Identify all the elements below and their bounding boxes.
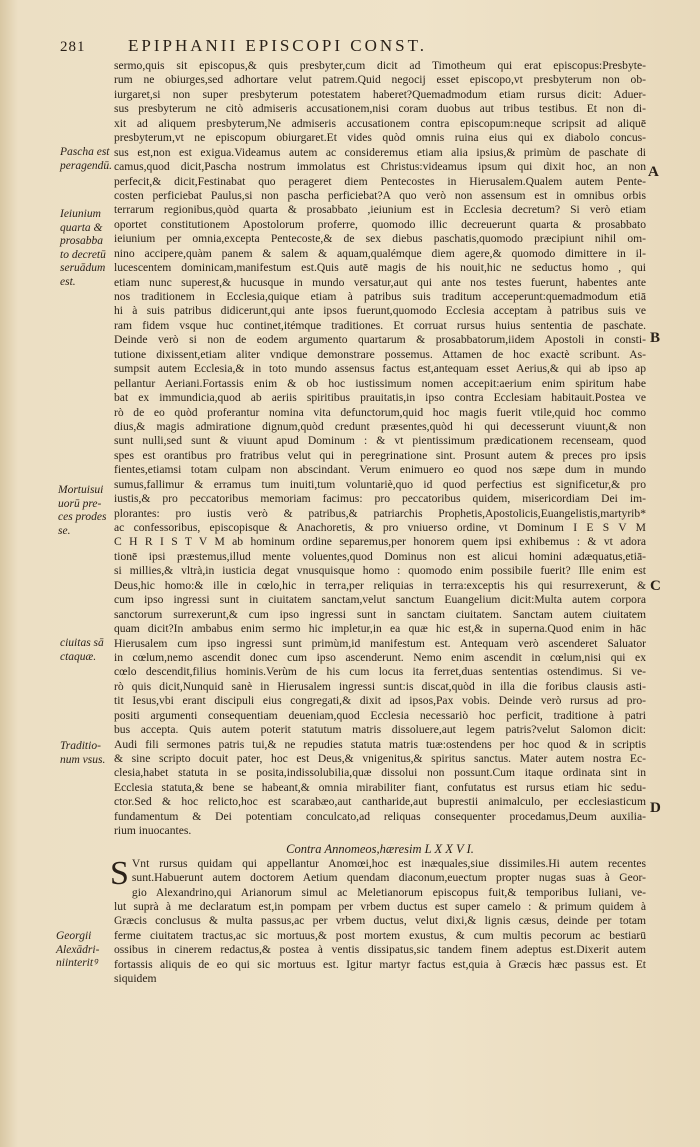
text-line: hi à suis patribus didicerunt,qui ante ipsos fuerunt,quomodo Ecclesia acceptam à patribus suis ve (114, 304, 646, 318)
section-text-line: gio Alexandrino,qui Arianorum simul ac Meletianorum episcopus fuit,& temporibus Iuliani, ve- (131, 885, 646, 899)
text-line: rium inuocantes. (114, 824, 192, 838)
text-line: clesia,habet statuta in se posita,indissolubilia,quæ dissolui non possunt.Cum itaque ordinata sint in (114, 766, 646, 780)
section-text-line: Vnt rursus quidam qui appellantur Anomœi,hoc est inæquales,siue dissimiles.Hi autem recentes (131, 856, 646, 870)
text-line: iustis,& pro peccatoribus memoriam facimus: pro peccatoribus quidem, misericordiam Dei im- (114, 492, 646, 506)
drop-capital: S (110, 854, 129, 892)
text-line: dius,& magis admiratione dignum,quòd credunt præsentes,quòd hi qui decesserunt viuunt,& non (114, 419, 646, 433)
main-text-block (110, 59, 646, 987)
section-letter-c: C (650, 578, 661, 594)
text-line: fientes,etiamsi totam culpam non abscindant. Verum enimuero eo quod nos sæpe dum in mundo (114, 463, 646, 477)
text-line: nos traditionem in Ecclesia,quique etiam à patribus suis traditum acceperunt:quemadmodum etiā (114, 290, 646, 303)
margin-note-ciuitas: ciuitas sā ctaquæ. (60, 637, 104, 663)
text-line: sus presbyterum ne citò admiseris accusationem,nisi coram duobus aut tribus testibus. Et non di- (114, 102, 646, 116)
page-number: 281 (60, 39, 86, 55)
margin-note-mortuis: Mortuisui uorū pre- ces prodes se. (58, 484, 107, 537)
text-line: camus,quod dicit,Pascha nostrum immolatus est Christus:videamus ipsum qui dixit hoc, an non (114, 160, 646, 174)
text-line: rum ne obiurges,sed adhortare velut patrem.Quid negocij esset episcopo,vt presbyterum non ob- (114, 73, 646, 87)
text-line: costen perficiebat Paulus,si non pascha perficiebat?A quo verò non assensum est in omnibus orbis (114, 188, 646, 202)
text-line: nino accipere,quàm panem & salem & aquam,qualémque diem agere,& quomodo dimittere in il- (114, 246, 646, 260)
text-line: Hierusalem cum ipso ingressi sunt primùm,id manifestum est. Antequam verò ascenderet Saluator (114, 636, 646, 650)
text-line: Deus,hic homo:& ille in cœlo,hic in terra,per reliquias in terra:exceptis his qui resurrexerunt, & (114, 578, 646, 592)
margin-note-pascha: Pascha est peragendū. (60, 146, 113, 172)
text-line: sermo,quis sit episcopus,& quis presbyter,cum dicit ad Timotheum qui erat episcopus:Presbyte- (114, 59, 646, 72)
text-line: ctor.Sed & hoc relicto,hoc est scarabæo,aut cantharide,aut buprestii animalculo, per ecclesiasticum (114, 795, 646, 809)
text-line: rò quis dicit,Nunquid sanè in Hierusalem ingressi sunt:is discat,quòd in illa die foribus clausis asti- (114, 679, 646, 693)
text-line: si millies,& vltrà,in iusticia degat vnusquisque homo : quomodo enim possibile fuerit? Ille enim est (114, 564, 646, 578)
text-line: presbyterum,vt ne episcopum obiurgaret.Et vides quòd omnis ruina eius qui ex diabolo concus- (114, 131, 646, 145)
section-text-line: ferme ciuitatem tractus,ac sic mortuus,& post mortem exustus, & cum multis pecorum ac bestiarū (114, 928, 646, 942)
text-line: spes est orantibus pro fratribus velut qui in peregrinatione sint. Prosunt autem & preces pro ipsis (114, 448, 646, 462)
text-line: fundamentum & Dei potentiam conculcato,ad reliquas consequenter procedamus,Deum auxilia- (114, 809, 646, 823)
text-line: etiam nunc superest,& hucusque in mundo versatur,aut qui ante nos testes fuerunt, habentes ante (114, 275, 646, 289)
text-line: plorantes: pro iustis verò & patribus,& patriarchis Prophetis,Apostolicis,Euangelistis,martyrib* (114, 506, 646, 520)
text-line: pellantur Aeriani.Fortassis enim & ob hoc iustissimum nomen accepit:aerium enim spiritum habe (114, 376, 646, 390)
text-line: tutione dixissent,etiam aliter vndique demonstrare possemus. Attamen de hoc exactè scribunt. As- (114, 347, 646, 361)
text-line: bat ex immundicia,quod ab aeriis spiritibus prauitatis,in ipso contra Ecclesiam habitauit.Postea ve (114, 391, 646, 405)
running-title: EPIPHANII EPISCOPI CONST. (128, 36, 428, 55)
text-line: & sine scripto docuit pater, hoc est Deus,& vnigenitus,& spiritus sanctus. Mater autem nostra Ec- (114, 752, 646, 765)
text-line: Ecclesia statuta,& bene se habeant,& omnia mirabiliter fiant, confutatus est rursus etiam hic sedu- (114, 780, 646, 794)
section-letter-a: A (648, 164, 659, 180)
text-line: sumpsit autem Ecclesia,& in toto mundo assensus factus est,antequam esset Aerius,& qui ab ipso ap (114, 362, 646, 376)
text-line: cum ipso ingressi sunt in ciuitatem sanctam,velut sanctum Euangelium dicit:Multa autem corpora (114, 593, 646, 607)
margin-note-georgii: Georgii Alexādri- niinteritꝰ (56, 930, 100, 969)
margin-note-traditio: Traditio- num vsus. (60, 740, 106, 766)
text-line: sunt nulli,sed sunt & viuunt apud Dominum : & vt pientissimum prædicationem recenseam, quod (114, 434, 646, 448)
text-line: oportet constitutionem Apostolorum proferre, quomodo illic decreuerunt quarta & prosabbato (114, 217, 646, 231)
text-line: Audi fili sermones patris tui,& ne repudies statuta matris tuæ:ostendens per hoc quod & in scriptis (114, 737, 646, 751)
text-line: sumus,fallimur & erramus tum inuiti,tum voluntariè,quo id quod perfectius est significetur,& pro (114, 477, 646, 491)
text-line: sanctorum surrexerunt,& cum ipso ingressi sunt in sanctam ciuitatem. Sanctam autem ciuitatem (114, 607, 646, 621)
text-line: C H R I S T V M ab hominum ordine separemus,per honorem quem ipsi exhibemus : & vt adora (114, 535, 646, 549)
section-letter-b: B (650, 330, 661, 346)
section-heading: Contra Annomeos,hæresim L X X V I. (286, 841, 474, 856)
text-line: rò de eo quòd proferantur nomina vita defunctorum,quid hoc magis fuerit vtile,quid hoc commo (114, 405, 646, 419)
text-line: tit Iesus,vbi erant discipuli eius congregati,& dixit ad ipsos,Pax vobis. Deinde verò rursus ad pro- (114, 694, 646, 708)
text-line: bus accepta. Quis autem poterit statutum matris dissoluere,aut legem patris?velut Salomon dicit: (114, 723, 646, 737)
text-line: quam dicit?In ambabus enim sermo hic impletur,in ea quæ hic est,& in superna.Quod enim in hāc (114, 622, 646, 636)
text-line: sus est,non est exigua.Videamus autem ac consideremus etiam alia ipsius,& primùm de paschate di (114, 145, 646, 159)
section-text-line: fortassis aliquis de eo qui sic mortuus est. Igitur martyr factus est,quia à Græcis hæc passus est. Et (114, 957, 646, 971)
section-letter-d: D (650, 800, 661, 816)
text-line: Deinde verò si non de eodem argumento quartarum & prosabbatorum,iidem Apostoli in consti- (114, 333, 646, 347)
section-text-line: lut suprà à me declaratum est,in pompam per vrbem ductus est super camelo : & primum quidem à (114, 899, 646, 913)
section-text-line: siquidem (114, 972, 157, 986)
section-text-line: ossibus in cinerem redactus,& postea à ventis dissipatus,sic tandem finem adeptus est.Dixerit autem (114, 943, 646, 957)
section-text-line: sunt.Habuerunt autem doctorem Aetium quendam diaconum,euectum propter nugas suas à Geor- (131, 871, 646, 885)
section-text-line: Græcis conclusus & multa passus,ac per vrbem ductus, velut dixi,& lignis cæsus, deinde per totam (114, 914, 646, 928)
text-line: terrarum regionibus,quòd quarta & prosabbato ,ieiunium est in Ecclesia decretum? Si verò etiam (114, 203, 646, 217)
text-line: ac confessoribus, episcopisque & Anachoretis, & pro vniuerso ordine, vt Dominum I E S V M (114, 521, 646, 534)
text-line: ieiunium per omnia,excepta Pentecoste,& de sex diebus paschatis,quomodo præcipiunt nihil om- (114, 232, 646, 246)
text-line: tionē ipsi præstemus,illud mente voluentes,quod Dominus non est alicui homini adæquatus,etiā- (114, 549, 646, 563)
text-line: xit ad aliquem presbyterum,Ne admiseris accusationem contra episcopum:neque scripsit ad aliquē (114, 116, 646, 130)
text-line: iurgaret,si non super presbyterum potestatem haberet?Quemadmodum etiam rursus dicit: Aduer- (114, 87, 646, 101)
text-line: in cœlum,nemo ascendit donec cum ipso ascenderunt. Nemo enim ascendit in cœlum,nisi qui ex (114, 650, 646, 664)
text-line: ram fidem vsque huc continet,itémque traditiones. Et corruat rursus huius sententia de paschate. (114, 318, 646, 332)
text-line: positi argumenti consequentiam deueniam,quod Ecclesia necessariò hoc perficit, traditione à patri (114, 708, 646, 722)
margin-note-ieiunium: Ieiunium quarta & prosabba to decretū seruādum est. (60, 208, 106, 288)
text-line: perfecit,& dicit,Festinabat quo perageret diem Pentecostes in Hierusalem.Qualem autem Pente- (114, 174, 646, 188)
text-line: cœlo descendit,filius hominis.Verùm de his cum locus ita ferret,duas sententias ostendimus. Si ve- (114, 665, 646, 679)
text-line: lucescentem dominicam,manifestum est.Quis autē magis de his nouit,hic ne seductus homo , qui (114, 261, 646, 275)
